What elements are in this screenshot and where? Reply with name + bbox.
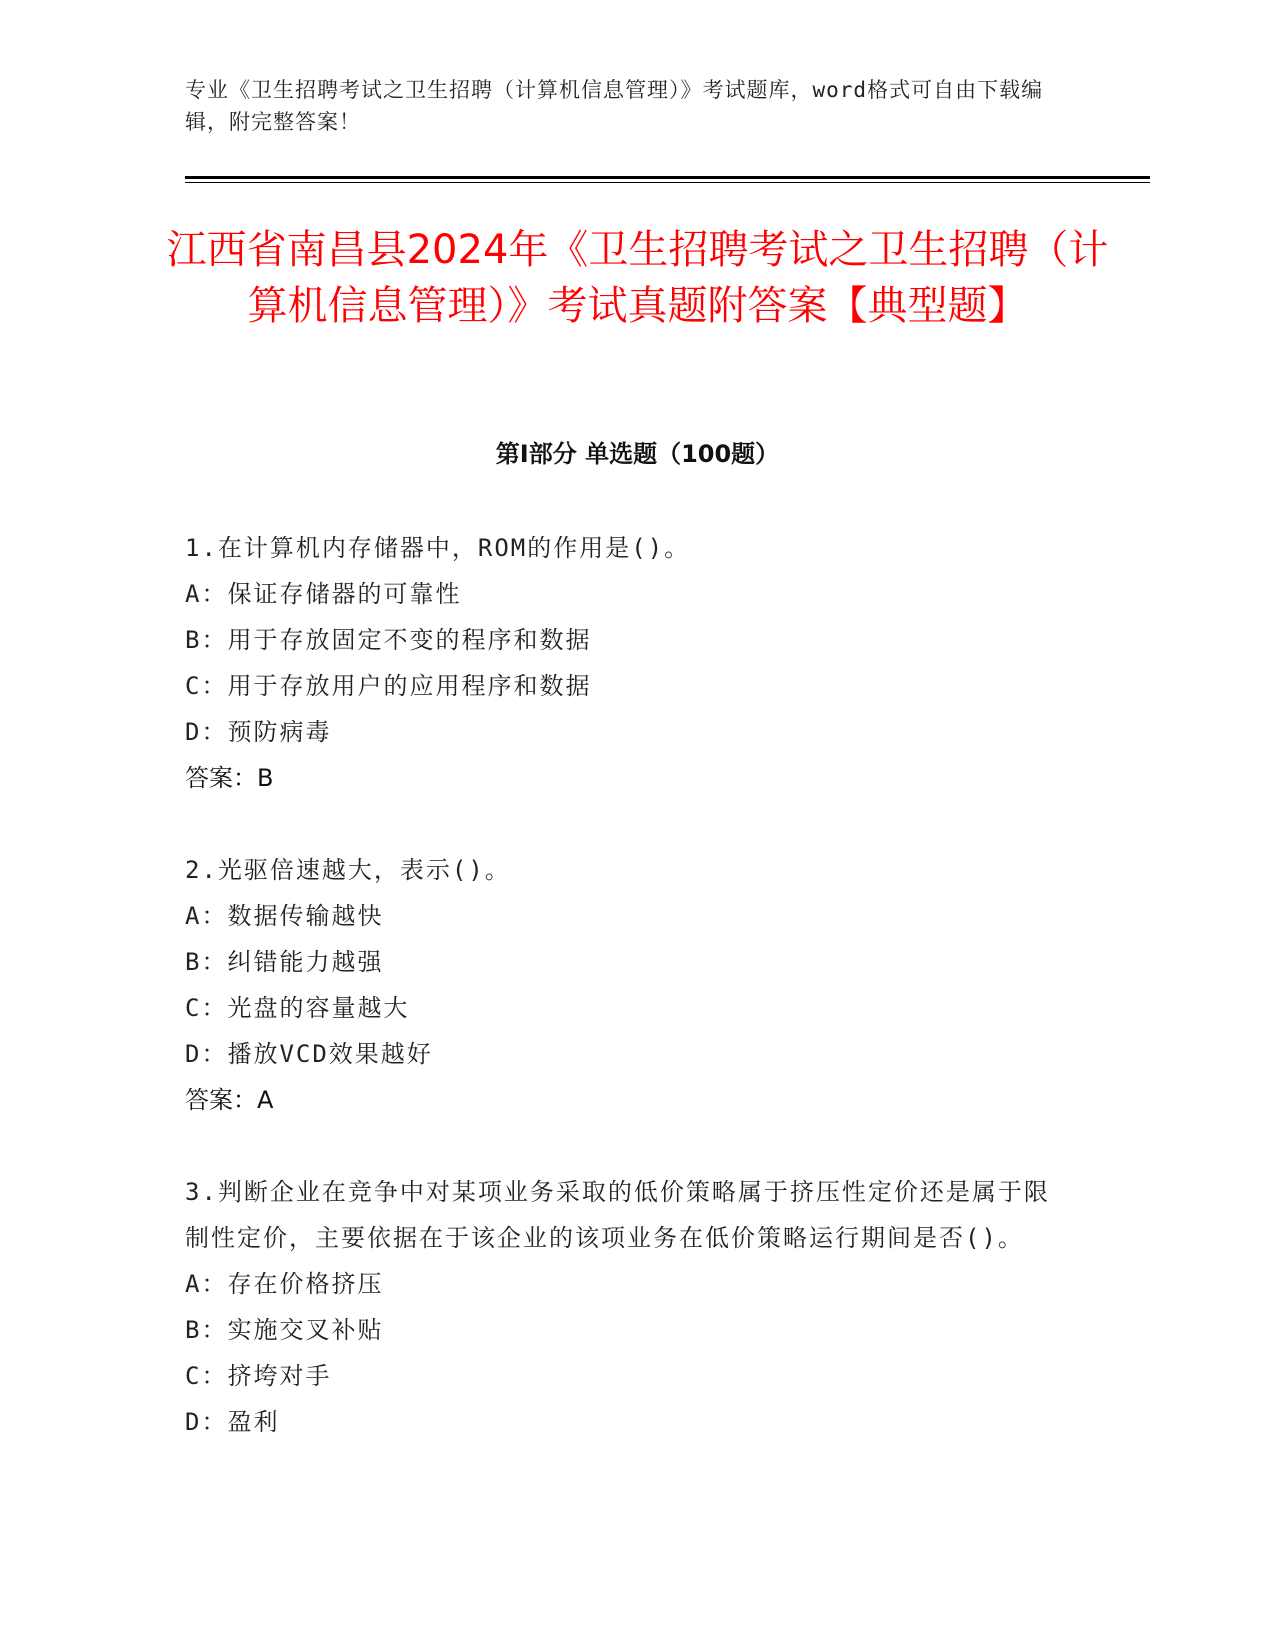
header-note: 专业《卫生招聘考试之卫生招聘（计算机信息管理）》考试题库，word格式可自由下载编辑，附完整答案！	[185, 78, 1044, 134]
question-stem: 1.在计算机内存储器中，ROM的作用是()。	[185, 534, 691, 562]
question-1	[185, 525, 1065, 801]
option-d: D：预防病毒	[185, 718, 332, 746]
option-c: C：光盘的容量越大	[185, 994, 410, 1022]
question-list	[185, 525, 1065, 1491]
header-divider-thin	[185, 182, 1150, 183]
option-c: C：用于存放用户的应用程序和数据	[185, 672, 592, 700]
answer: 答案：A	[185, 1086, 274, 1114]
option-a: A：存在价格挤压	[185, 1270, 384, 1298]
option-c: C：挤垮对手	[185, 1362, 332, 1390]
question-2	[185, 847, 1065, 1123]
option-a: A：数据传输越快	[185, 902, 384, 930]
document-title: 江西省南昌县2024年《卫生招聘考试之卫生招聘（计算机信息管理）》考试真题附答案【典型题】	[166, 227, 1109, 329]
option-b: B：用于存放固定不变的程序和数据	[185, 626, 592, 654]
section-heading: 第I部分 单选题（100题）	[495, 440, 780, 468]
option-b: B：纠错能力越强	[185, 948, 384, 976]
answer: 答案：B	[185, 764, 274, 792]
option-d: D：播放VCD效果越好	[185, 1040, 433, 1068]
header-divider	[185, 176, 1150, 179]
question-stem: 2.光驱倍速越大，表示()。	[185, 856, 511, 884]
question-stem: 3.判断企业在竞争中对某项业务采取的低价策略属于挤压性定价还是属于限制性定价，主要依据在于该企业的该项业务在低价策略运行期间是否()。	[185, 1178, 1050, 1252]
option-d: D：盈利	[185, 1408, 280, 1436]
option-b: B：实施交叉补贴	[185, 1316, 384, 1344]
question-3	[185, 1169, 1065, 1445]
option-a: A：保证存储器的可靠性	[185, 580, 462, 608]
